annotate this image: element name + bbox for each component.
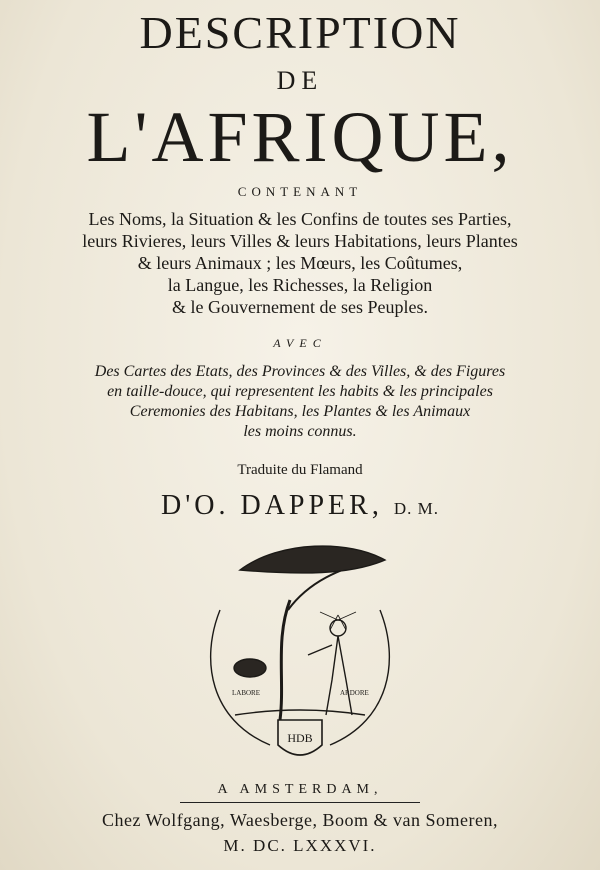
illustration-line: en taille-douce, qui representent les habits & les principales bbox=[107, 383, 493, 400]
contents-line: leurs Rivieres, leurs Villes & leurs Habitations, leurs Plantes bbox=[82, 231, 518, 251]
contents-block bbox=[30, 208, 570, 318]
contents-line: & leurs Animaux ; les Mœurs, les Coûtumes, bbox=[137, 253, 463, 273]
imprint-rule bbox=[180, 802, 420, 803]
imprint-publisher: Chez Wolfgang, Waesberge, Boom & van Someren, bbox=[101, 810, 499, 830]
subtitle-label: CONTENANT bbox=[237, 184, 363, 199]
emblem-monogram: HDB bbox=[287, 731, 313, 745]
illustration-block bbox=[30, 362, 570, 442]
translation-note: Traduite du Flamand bbox=[237, 462, 363, 478]
title-line-1: DESCRIPTION bbox=[139, 7, 461, 58]
title-line-3: L'AFRIQUE, bbox=[86, 97, 514, 177]
emblem-ribbon-right: ARDORE bbox=[340, 689, 369, 697]
imprint-date: M. DC. LXXXVI. bbox=[223, 836, 377, 855]
illustration-line: Des Cartes des Etats, des Provinces & des Villes, & des Figures bbox=[94, 363, 506, 380]
wreath-right bbox=[330, 610, 389, 745]
imprint-place: A AMSTERDAM, bbox=[217, 782, 383, 797]
contents-line: Les Noms, la Situation & les Confins de toutes ses Parties, bbox=[88, 209, 512, 229]
title-line-2: DE bbox=[276, 66, 324, 95]
contents-line: & le Gouvernement de ses Peuples. bbox=[172, 297, 428, 317]
illustration-line: les moins connus. bbox=[243, 423, 357, 440]
author-line bbox=[0, 490, 600, 522]
printer-emblem bbox=[180, 530, 420, 770]
author-name: D'O. DAPPER, bbox=[160, 490, 383, 521]
avec-label: AVEC bbox=[273, 336, 327, 350]
emblem-ribbon-left: LABORE bbox=[232, 689, 260, 697]
author-suffix: D. M. bbox=[393, 499, 439, 518]
wreath-left bbox=[211, 610, 270, 745]
illustration-line: Ceremonies des Habitans, les Plantes & les Animaux bbox=[129, 403, 471, 420]
contents-line: la Langue, les Richesses, la Religion bbox=[167, 275, 433, 295]
